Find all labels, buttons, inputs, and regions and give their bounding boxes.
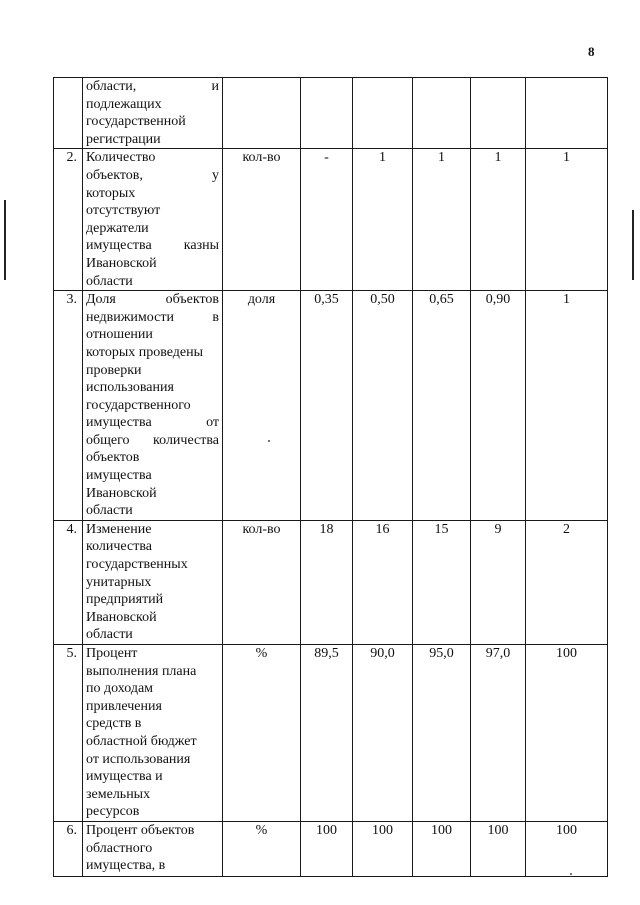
indicator-name: Количество объектов, у которых отсутствуют держатели имущества казны Ивановской области	[83, 149, 223, 291]
right-margin-mark	[632, 210, 634, 280]
value-cell: 1	[526, 149, 608, 291]
value-cell: 1	[353, 149, 413, 291]
value-cell: 100	[526, 821, 608, 876]
table-row	[54, 520, 608, 644]
row-number: 5.	[54, 645, 83, 822]
value-cell: 89,5	[301, 645, 353, 822]
value-cell: -	[301, 149, 353, 291]
value-cell: 100	[301, 821, 353, 876]
value-cell: 100	[353, 821, 413, 876]
value-cell: 1	[413, 149, 471, 291]
indicator-name: Процент объектов областного имущества, в	[83, 821, 223, 876]
row-number: 6.	[54, 821, 83, 876]
value-cell: 95,0	[413, 645, 471, 822]
value-cell: 0,35	[301, 291, 353, 521]
value-cell: 1	[471, 149, 526, 291]
table-row	[54, 149, 608, 291]
value-cell: 100	[413, 821, 471, 876]
table-row	[54, 78, 608, 149]
indicator-name: Процент выполнения плана по доходам привлечения средств в областной бюджет от использования имущества и земельных ресурсов	[83, 645, 223, 822]
value-cell: 9	[471, 520, 526, 644]
value-cell	[526, 78, 608, 149]
row-number: 4.	[54, 520, 83, 644]
value-cell: 0,90	[471, 291, 526, 521]
value-cell: 90,0	[353, 645, 413, 822]
value-cell: 0,50	[353, 291, 413, 521]
indicator-name: Доля объектов недвижимости в отношении которых проведены проверки использования государственного имущества от общего количества объектов имущества Ивановской области	[83, 291, 223, 521]
table-row	[54, 291, 608, 521]
row-number	[54, 78, 83, 149]
value-cell: 100	[471, 821, 526, 876]
row-number: 3.	[54, 291, 83, 521]
row-number: 2.	[54, 149, 83, 291]
value-cell	[353, 78, 413, 149]
value-cell	[471, 78, 526, 149]
unit-cell: кол-во	[223, 520, 301, 644]
value-cell: 100	[526, 645, 608, 822]
page-number: 8	[588, 44, 595, 59]
unit-cell: %	[223, 821, 301, 876]
value-cell: 2	[526, 520, 608, 644]
value-cell: 16	[353, 520, 413, 644]
value-cell: 97,0	[471, 645, 526, 822]
table-row	[54, 821, 608, 876]
value-cell: 1	[526, 291, 608, 521]
value-cell: 18	[301, 520, 353, 644]
table-row	[54, 645, 608, 822]
value-cell	[413, 78, 471, 149]
unit-cell	[223, 78, 301, 149]
value-cell	[301, 78, 353, 149]
indicator-name: Изменение количества государственных унитарных предприятий Ивановской области	[83, 520, 223, 644]
indicator-name: области, и подлежащих государственной регистрации	[83, 78, 223, 149]
left-margin-mark	[4, 200, 6, 280]
unit-cell: доля	[223, 291, 301, 521]
value-cell: 0,65	[413, 291, 471, 521]
indicators-table	[53, 77, 608, 877]
unit-cell: %	[223, 645, 301, 822]
value-cell: 15	[413, 520, 471, 644]
unit-cell: кол-во	[223, 149, 301, 291]
